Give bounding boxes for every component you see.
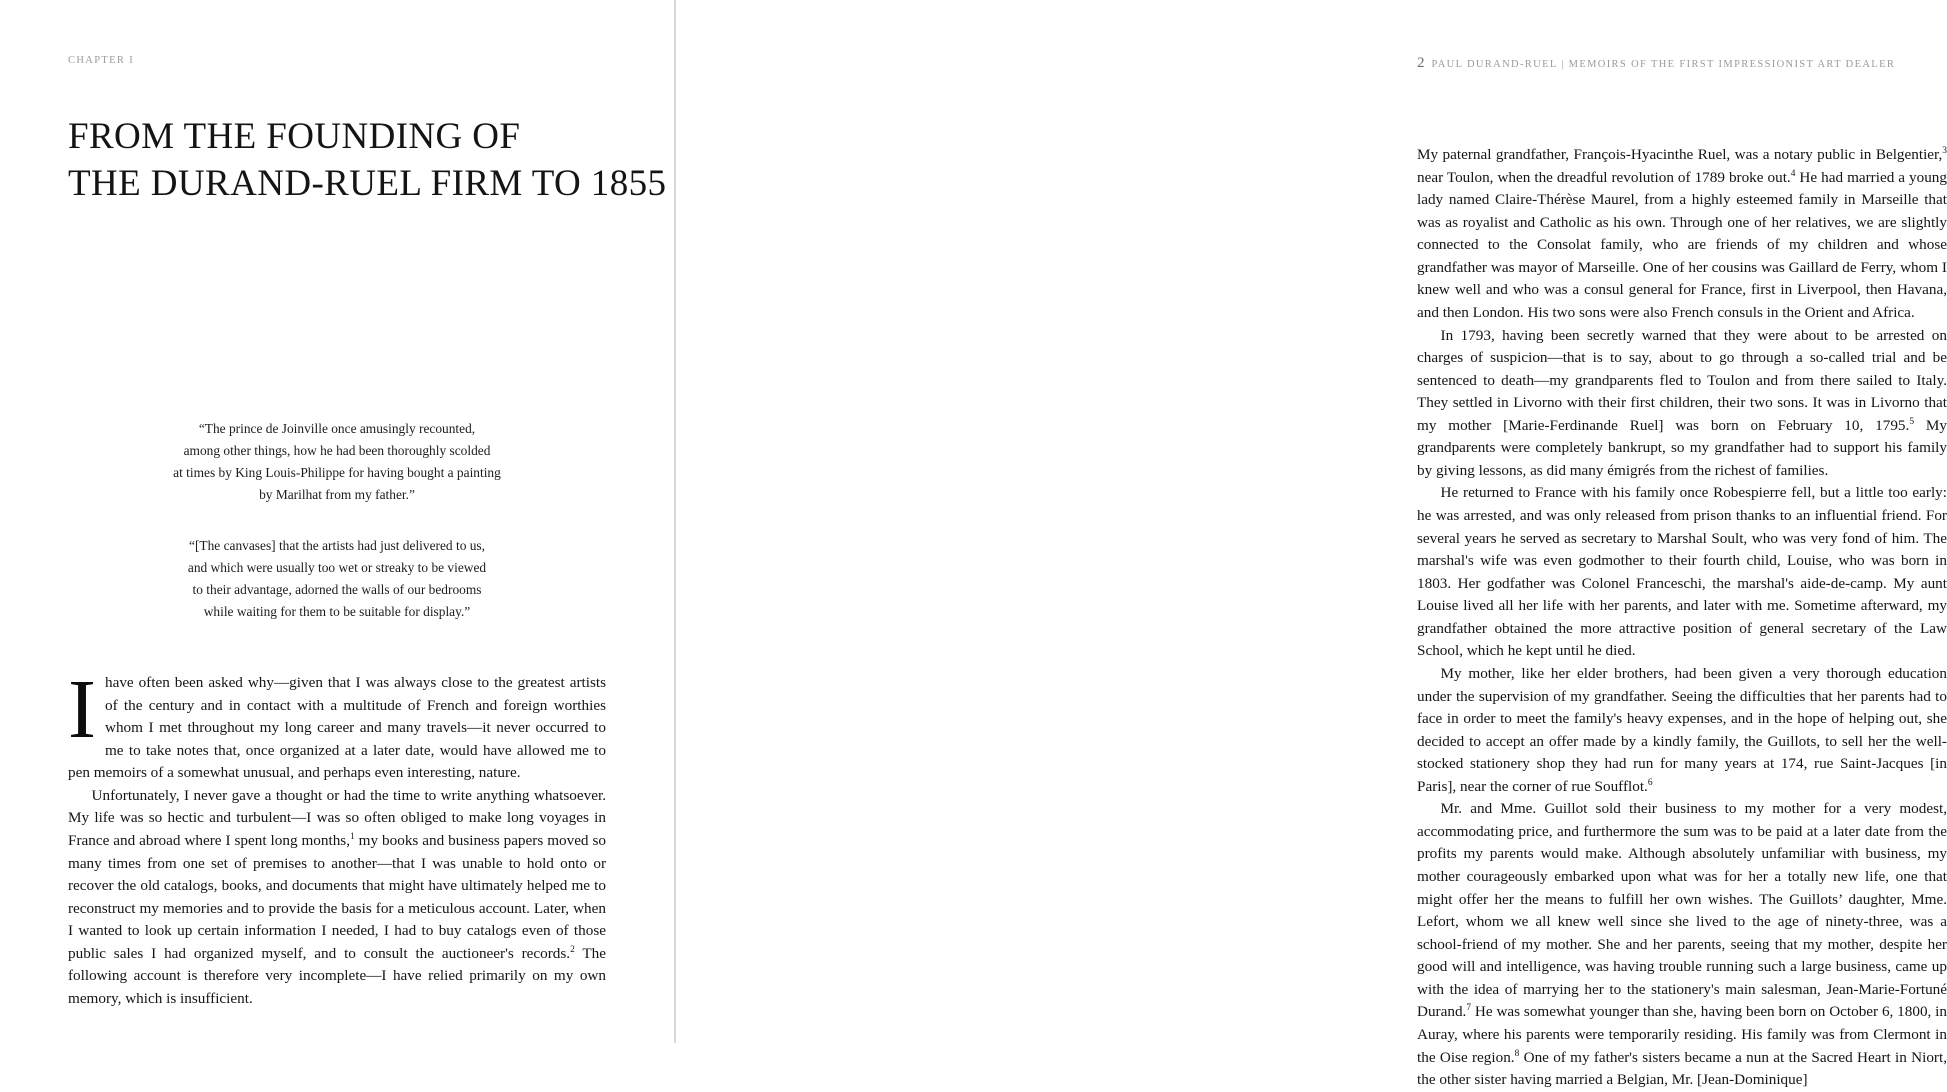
drop-cap: I (68, 663, 96, 756)
paragraph-right-2-text-a: In 1793, having been secretly warned that they were about to be arrested on charges of suspicion—that is to say, about to go through a so-called trial and be sentenced to death—my grandparents fled to Toulon and from there sailed to Italy. They settled in Livorno with their first children, their two sons. It was in Livorno that my mother [Marie-Ferdinande Ruel] was born on February 10, 1795. (1417, 326, 1947, 434)
left-page (0, 0, 675, 1043)
paragraph-right-5-text-b: He was somewhat younger than she, having been born on October 6, 1800, in Auray, where his parents were temporarily residing. His family was from Clermont in the Oise region. (1417, 1003, 1947, 1066)
paragraph-left-2-text-a: Unfortunately, I never gave a thought or had the time to write anything whatsoever. My life was so hectic and turbulent—I was so often obliged to make long voyages in France and abroad where I spent long months, (68, 786, 606, 849)
paragraph-right-1-text-b: near Toulon, when the dreadful revolution of 1789 broke out. (1417, 168, 1791, 186)
chapter-title-line-1: FROM THE FOUNDING OF (68, 115, 521, 157)
epigraph-1-line-2: among other things, how he had been thoroughly scolded (183, 442, 491, 458)
epigraph-1-line-1: “The prince de Joinville once amusingly recounted, (198, 421, 476, 436)
footnote-ref-8[interactable]: 8 (1514, 1048, 1520, 1059)
footnote-ref-2[interactable]: 2 (570, 944, 575, 955)
paragraph-right-3: He returned to France with his family once Robespierre fell, but a little too early: he was arrested, and was only released from prison thanks to an influential friend. For several years he served as secretary to Marshal Soult, who was very fond of him. The marshal's wife was even godmother to their fourth child, Louise, who was born in 1803. Her godfather was Colonel Franceschi, the marshal's aide-de-camp. My aunt Louise lived all her life with her parents, and later with me. Sometime afterward, my grandfather obtained the more attractive position of general secretary of the Law School, which he kept until he died. (1417, 484, 1947, 660)
paragraph-right-4 (1417, 663, 1947, 798)
left-running-head (68, 55, 134, 66)
epigraph-2-line-3: to their advantage, adorned the walls of our bedrooms (192, 582, 482, 598)
paragraph-right-2-text-b: My grandparents were completely bankrupt, so my grandfather had to support his family by giving lessons, as did many émigrés from the richest of families. (1417, 416, 1947, 479)
left-column-body (68, 663, 606, 1010)
paragraph-right-5 (1417, 798, 1947, 1091)
footnote-ref-6[interactable]: 6 (1647, 777, 1653, 788)
paragraph-left-2-text-c: The following account is therefore very incomplete—I have relied primarily on my own memory, which is insufficient. (68, 944, 606, 1007)
epigraph-1 (68, 418, 606, 505)
right-column-body (1417, 144, 1947, 1092)
paragraph-right-1-text-c: He had married a young lady named Claire-Thérèse Maurel, from a highly esteemed family in Marseille that was as royalist and Catholic as his own. Through one of her relatives, we are slightly connected to the Consolat family, who are friends of my children and whose grandfather was mayor of Marseille. One of her cousins was Gaillard de Ferry, whom I knew well and who was a consul general for France, first in Liverpool, then Havana, and then London. His two sons were also French consuls in the Orient and Africa. (1417, 168, 1947, 321)
footnote-ref-1[interactable]: 1 (350, 831, 355, 842)
epigraph-1-line-3: at times by King Louis-Philippe for having bought a painting (173, 464, 501, 480)
footnote-ref-4[interactable]: 4 (1790, 168, 1796, 179)
footnote-ref-7[interactable]: 7 (1466, 1003, 1472, 1014)
paragraph-right-5-text-c: One of my father's sisters became a nun at the Sacred Heart in Niort, the other sister having married a Belgian, Mr. [Jean-Dominique] (1417, 1048, 1947, 1089)
paragraph-left-1 (68, 663, 606, 785)
right-page (675, 0, 1947, 1089)
paragraph-right-1-text-a: My paternal grandfather, François-Hyacinthe Ruel, was a notary public in Belgentier, (1417, 146, 1943, 163)
epigraph-1-line-4: by Marilhat from my father.” (259, 486, 415, 502)
chapter-title (68, 113, 667, 208)
paragraph-right-2 (1417, 325, 1947, 483)
paragraph-right-1 (1417, 144, 1947, 325)
paragraph-right-4-text-a: My mother, like her elder brothers, had been given a very thorough education under the supervision of my grandfather. Seeing the difficulties that her parents had to face in order to meet the family's heavy expenses, and in the hope of helping out, she decided to accept an offer made by a kindly family, the Guillots, to sell her the well-stocked stationery shop they had run for many years at 174, rue Saint-Jacques [in Paris], near the corner of rue Soufflot. (1417, 664, 1947, 795)
epigraph-2 (68, 535, 606, 622)
page-gutter-divider (674, 0, 676, 1043)
right-running-head (1417, 55, 1895, 72)
paragraph-left-2-text-b: my books and business papers moved so many times from one set of premises to another—that I was unable to hold onto or recover the old catalogs, books, and documents that might have ultimately helped me to reconstruct my memories and to provide the basis for a meticulous account. Later, when I wanted to look up certain information I needed, I had to buy catalogs even of those public sales I had organized myself, and to consult the auctioneer's records. (68, 831, 606, 962)
book-running-title: PAUL DURAND-RUEL | MEMOIRS OF THE FIRST IMPRESSIONIST ART DEALER (1431, 59, 1896, 70)
epigraph-2-line-4: while waiting for them to be suitable for display.” (203, 603, 471, 619)
footnote-ref-3[interactable]: 3 (1942, 145, 1947, 156)
paragraph-left-1-text: have often been asked why—given that I was always close to the greatest artists of the century and in contact with a multitude of French and foreign worthies whom I met throughout my long career and many travels—it never occurred to me to take notes that, once organized at a later date, would have allowed me to pen memoirs of a somewhat unusual, and perhaps even interesting, nature. (68, 674, 606, 782)
paragraph-left-2 (68, 785, 606, 1011)
page-number: 2 (1417, 55, 1425, 71)
chapter-label: CHAPTER I (68, 55, 135, 66)
footnote-ref-5[interactable]: 5 (1909, 416, 1915, 427)
epigraph-block (68, 418, 606, 623)
epigraph-2-line-2: and which were usually too wet or streaky to be viewed (187, 560, 487, 576)
chapter-title-line-2: THE DURAND-RUEL FIRM TO 1855 (68, 163, 667, 205)
epigraph-2-line-1: “[The canvases] that the artists had just delivered to us, (189, 538, 485, 554)
paragraph-right-5-text-a: Mr. and Mme. Guillot sold their business to my mother for a very modest, accommodating price, and furthermore the sum was to be paid at a later date from the profits my parents would make. Although absolutely unfamiliar with business, my mother courageously embarked upon what was for her a totally new life, one that might offer her the means to fulfill her own wishes. The Guillots’ daughter, Mme. Lefort, whom we all knew well since she lived to the age of ninety-three, was a school-friend of my mother. She and her parents, seeing that my mother, despite her good will and intelligence, was having trouble running such a large business, came up with the idea of marrying her to the stationery's main salesman, Jean-Marie-Fortuné Durand. (1417, 800, 1947, 1021)
